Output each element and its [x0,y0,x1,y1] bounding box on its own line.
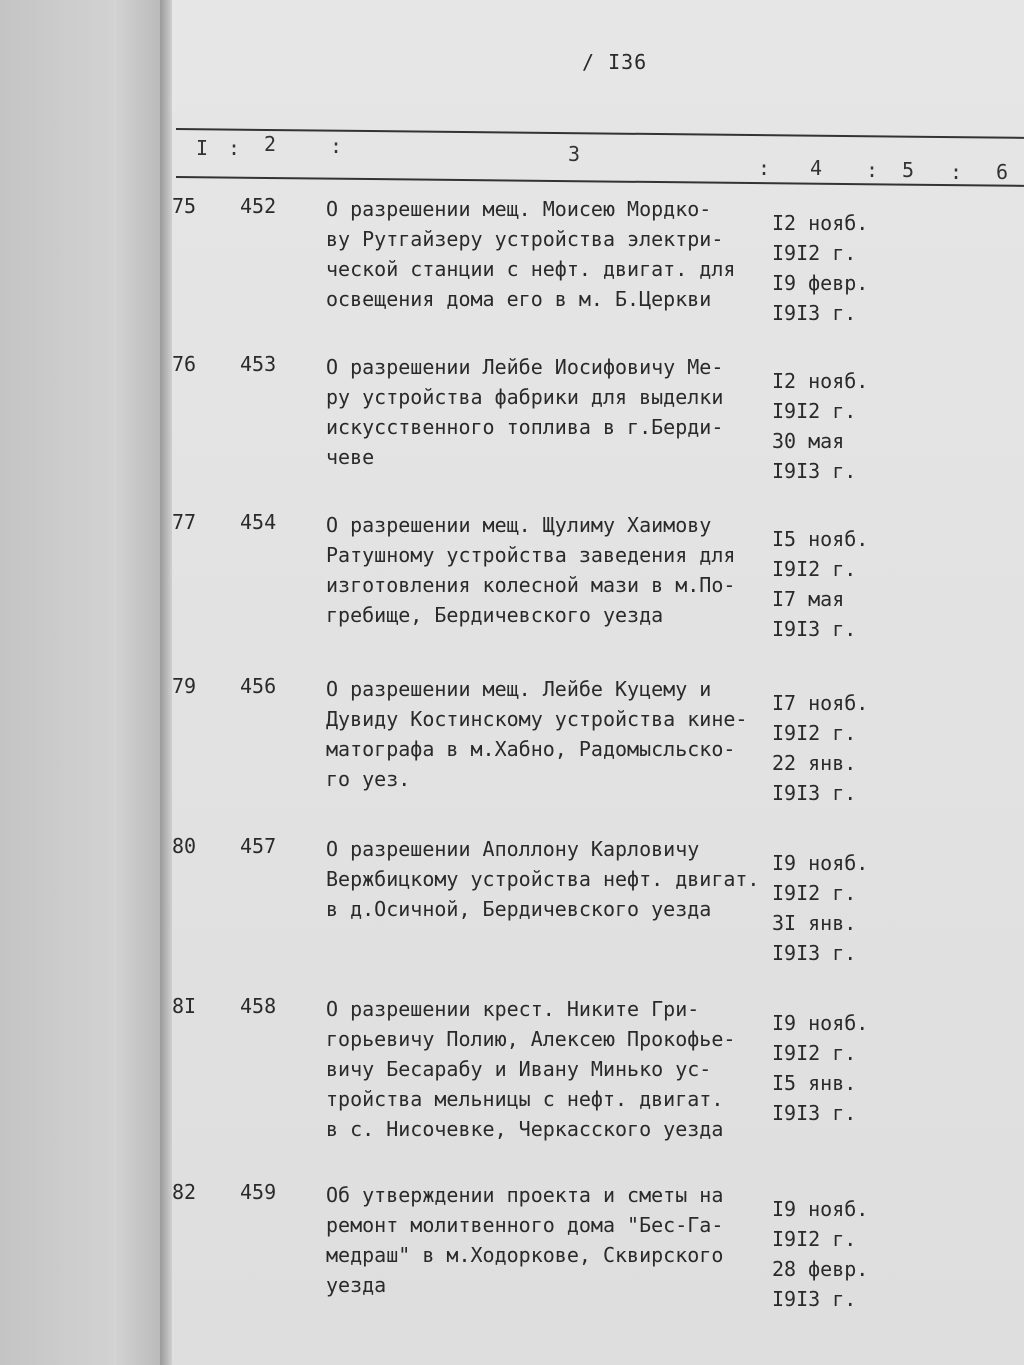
date-end: 28 февр. [772,1257,869,1281]
entry-dates [772,524,882,644]
description-line: гребище, Бердичевского уезда [326,603,664,627]
register-entry [0,352,1024,502]
entry-number: 77 [172,510,197,534]
description-line: Вержбицкому устройства нефт. двигат. [326,867,760,891]
description-line: Ратушному устройства заведения для [326,543,736,567]
date-start: I5 нояб. [772,527,869,551]
column-separator: : [866,158,879,182]
date-start-year: I9I2 г. [772,1041,857,1065]
date-end-year: I9I3 г. [772,781,857,805]
date-end: I5 янв. [772,1071,857,1095]
file-number: 452 [240,194,277,218]
column-separator: : [758,156,771,180]
description-line: уезда [326,1273,387,1297]
column-separator: : [228,136,241,160]
date-start-year: I9I2 г. [772,557,857,581]
register-entry [0,194,1024,344]
description-line: Дувиду Костинскому устройства кине- [326,707,748,731]
description-line: Об утверждении проекта и сметы на [326,1183,724,1207]
date-end: 30 мая [772,429,845,453]
entry-number: 8I [172,994,197,1018]
date-start-year: I9I2 г. [772,881,857,905]
description-line: искусственного топлива в г.Берди- [326,415,724,439]
entry-description [326,352,776,472]
description-line: чеве [326,445,375,469]
entry-dates [772,1194,882,1314]
file-number: 456 [240,674,277,698]
date-end-year: I9I3 г. [772,459,857,483]
column-header-1: I [196,136,209,160]
entry-dates [772,366,882,486]
description-line: медраш" в м.Ходоркове, Сквирского [326,1243,724,1267]
entry-number: 75 [172,194,197,218]
entry-description [326,834,776,924]
date-start: I9 нояб. [772,1011,869,1035]
entry-number: 80 [172,834,197,858]
description-line: тройства мельницы с нефт. двигат. [326,1087,724,1111]
description-line: изготовления колесной мази в м.По- [326,573,736,597]
description-line: ческой станции с нефт. двигат. для [326,257,736,281]
date-start-year: I9I2 г. [772,721,857,745]
page-number: / I36 [582,50,648,74]
date-end-year: I9I3 г. [772,1101,857,1125]
file-number: 458 [240,994,277,1018]
description-line: ремонт молитвенного дома "Бес-Га- [326,1213,724,1237]
register-entry [0,834,1024,984]
entry-description [326,510,776,630]
entry-number: 79 [172,674,197,698]
description-line: О разрешении мещ. Моисею Мордко- [326,197,712,221]
date-start-year: I9I2 г. [772,1227,857,1251]
date-start: I2 нояб. [772,211,869,235]
file-number: 457 [240,834,277,858]
column-header-5: 5 [902,158,915,182]
entry-number: 76 [172,352,197,376]
column-header-3: 3 [568,142,581,166]
description-line: горьевичу Полию, Алексею Прокофье- [326,1027,736,1051]
description-line: О разрешении мещ. Щулиму Хаимову [326,513,712,537]
file-number: 459 [240,1180,277,1204]
date-end-year: I9I3 г. [772,301,857,325]
date-start-year: I9I2 г. [772,399,857,423]
date-start-year: I9I2 г. [772,241,857,265]
register-entry [0,1180,1024,1330]
entry-number: 82 [172,1180,197,1204]
date-end: 3I янв. [772,911,857,935]
entry-description [326,674,776,794]
description-line: го уез. [326,767,411,791]
entry-dates [772,208,882,328]
entry-dates [772,848,882,968]
description-line: освещения дома его в м. Б.Церкви [326,287,712,311]
file-number: 454 [240,510,277,534]
description-line: в д.Осичной, Бердичевского уезда [326,897,712,921]
description-line: ву Рутгайзеру устройства электри- [326,227,724,251]
entry-dates [772,1008,882,1128]
register-entry [0,510,1024,660]
description-line: ру устройства фабрики для выделки [326,385,724,409]
description-line: О разрешении Лейбе Иосифовичу Ме- [326,355,724,379]
date-end-year: I9I3 г. [772,1287,857,1311]
entry-description [326,1180,776,1300]
entry-description [326,194,776,314]
entry-description [326,994,776,1144]
register-entry [0,994,1024,1144]
date-start: I9 нояб. [772,1197,869,1221]
date-start: I9 нояб. [772,851,869,875]
description-line: О разрешении Аполлону Карловичу [326,837,700,861]
column-header-6: 6 [996,160,1009,184]
register-entry [0,674,1024,824]
description-line: О разрешении крест. Никите Гри- [326,997,700,1021]
date-end-year: I9I3 г. [772,617,857,641]
column-header-4: 4 [810,156,823,180]
date-end: 22 янв. [772,751,857,775]
description-line: матографа в м.Хабно, Радомысльско- [326,737,736,761]
column-separator: : [950,160,963,184]
date-start: I7 нояб. [772,691,869,715]
file-number: 453 [240,352,277,376]
description-line: О разрешении мещ. Лейбе Куцему и [326,677,712,701]
column-header-2: 2 [264,132,277,156]
column-separator: : [330,134,343,158]
description-line: вичу Бесарабу и Ивану Минько ус- [326,1057,712,1081]
entry-dates [772,688,882,808]
date-end-year: I9I3 г. [772,941,857,965]
date-end: I7 мая [772,587,845,611]
date-start: I2 нояб. [772,369,869,393]
description-line: в с. Нисочевке, Черкасского уезда [326,1117,724,1141]
date-end: I9 февр. [772,271,869,295]
